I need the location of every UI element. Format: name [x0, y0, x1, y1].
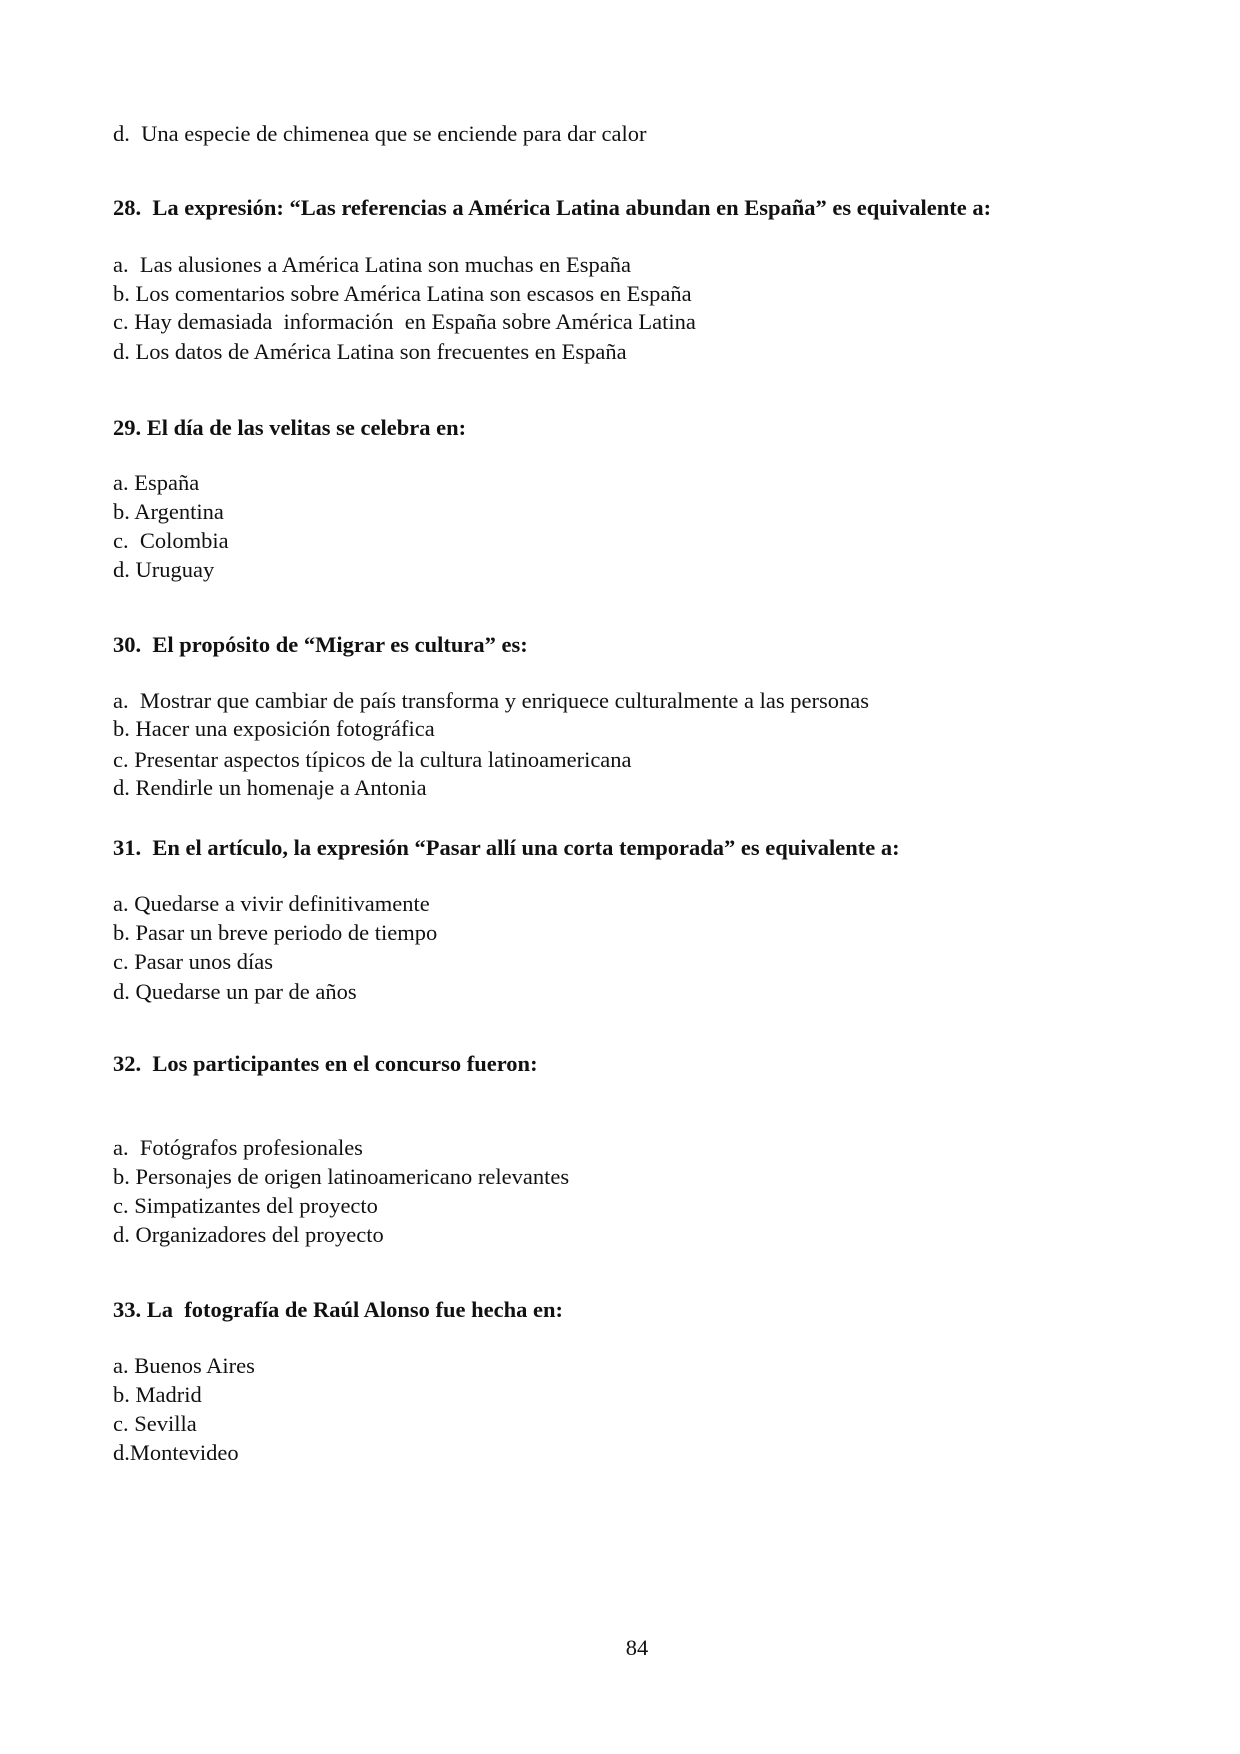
question-33-option-c: c. Sevilla [113, 1411, 197, 1436]
question-28-option-d: d. Los datos de América Latina son frecuentes en España [113, 339, 627, 364]
previous-question-option-d: d. Una especie de chimenea que se enciende para dar calor [113, 121, 647, 146]
question-29-option-b: b. Argentina [113, 499, 224, 524]
page-number: 84 [625, 1635, 649, 1660]
question-29-option-c: c. Colombia [113, 528, 229, 553]
question-30-option-b: b. Hacer una exposición fotográfica [113, 716, 435, 741]
question-31-option-d: d. Quedarse un par de años [113, 979, 357, 1004]
question-28-title: 28. La expresión: “Las referencias a América Latina abundan en España” es equivalente a: [113, 195, 992, 220]
question-28-option-b: b. Los comentarios sobre América Latina son escasos en España [113, 281, 692, 306]
question-30-option-d: d. Rendirle un homenaje a Antonia [113, 775, 427, 800]
question-32-option-c: c. Simpatizantes del proyecto [113, 1193, 378, 1218]
question-31-option-b: b. Pasar un breve periodo de tiempo [113, 920, 438, 945]
question-32-option-a: a. Fotógrafos profesionales [113, 1135, 363, 1160]
question-33-option-a: a. Buenos Aires [113, 1353, 255, 1378]
question-29-title: 29. El día de las velitas se celebra en: [113, 415, 467, 440]
question-31-title: 31. En el artículo, la expresión “Pasar allí una corta temporada” es equivalente a: [113, 835, 900, 860]
question-29-option-d: d. Uruguay [113, 557, 215, 582]
question-33-option-d: d.Montevideo [113, 1440, 239, 1465]
question-31-option-a: a. Quedarse a vivir definitivamente [113, 891, 430, 916]
question-31-option-c: c. Pasar unos días [113, 949, 273, 974]
question-30-option-a: a. Mostrar que cambiar de país transforma y enriquece culturalmente a las personas [113, 688, 869, 713]
question-28-option-a: a. Las alusiones a América Latina son muchas en España [113, 252, 631, 277]
question-33-option-b: b. Madrid [113, 1382, 202, 1407]
question-32-title: 32. Los participantes en el concurso fueron: [113, 1051, 538, 1076]
question-32-option-d: d. Organizadores del proyecto [113, 1222, 384, 1247]
question-32-option-b: b. Personajes de origen latinoamericano relevantes [113, 1164, 570, 1189]
question-28-option-c: c. Hay demasiada información en España sobre América Latina [113, 309, 696, 334]
question-33-title: 33. La fotografía de Raúl Alonso fue hecha en: [113, 1297, 563, 1322]
question-29-option-a: a. España [113, 470, 200, 495]
question-30-title: 30. El propósito de “Migrar es cultura” es: [113, 632, 528, 657]
question-30-option-c: c. Presentar aspectos típicos de la cultura latinoamericana [113, 747, 632, 772]
